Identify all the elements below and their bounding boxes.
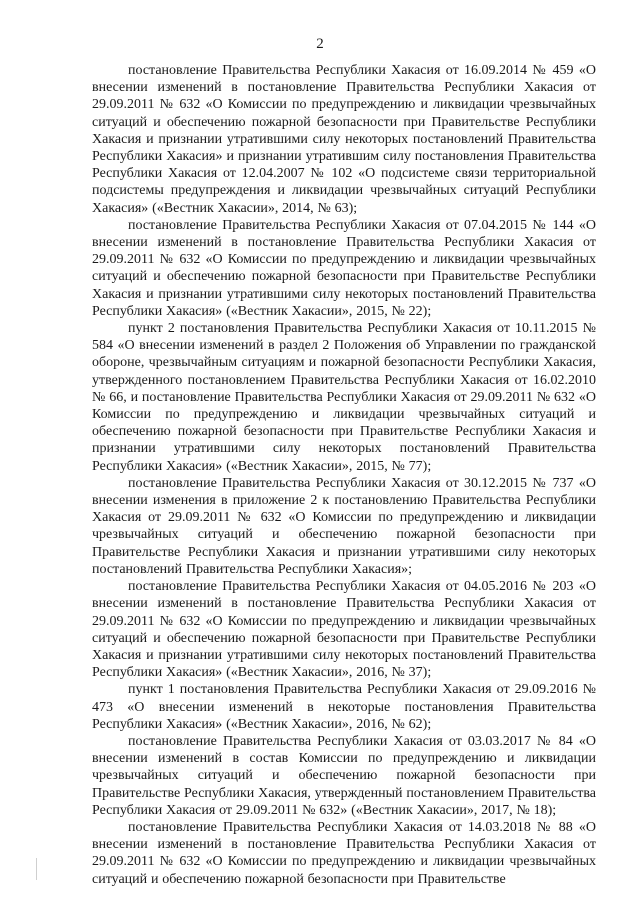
- paragraph-resolution-584: пункт 2 постановления Правительства Республики Хакасия от 10.11.2015 № 584 «О внесении изменений в раздел 2 Положения об Управлении по гражданской обороне, чрезвычайным ситуациям и пожарной безопасности Республики Хакасия, утвержденного постановлением Правительства Республики Хакасия от 16.02.2010 № 66, и постановление Правительства Республики Хакасия от 29.09.2011 № 632 «О Комиссии по предупреждению и ликвидации чрезвычайных ситуаций и обеспечению пожарной безопасности при Правительстве Республики Хакасия и признании утратившими силу некоторых постановлений Правительства Республики Хакасия» («Вестник Хакасии», 2015, № 77);: [92, 321, 596, 474]
- document-body: [92, 62, 596, 888]
- page-number: 2: [316, 36, 324, 52]
- paragraph-resolution-473: пункт 1 постановления Правительства Республики Хакасия от 29.09.2016 № 473 «О внесении изменений в некоторые постановления Правительства Республики Хакасия» («Вестник Хакасии», 2016, № 62);: [92, 682, 596, 732]
- scan-margin-mark: [36, 858, 37, 880]
- paragraph-resolution-203: постановление Правительства Республики Хакасия от 04.05.2016 № 203 «О внесении изменений в постановление Правительства Республики Хакасия от 29.09.2011 № 632 «О Комиссии по предупреждению и ликвидации чрезвычайных ситуаций и обеспечению пожарной безопасности при Правительстве Республики Хакасия и признании утратившими силу некоторых постановлений Правительства Республики Хакасия» («Вестник Хакасии», 2016, № 37);: [92, 579, 596, 681]
- paragraph-resolution-144: постановление Правительства Республики Хакасия от 07.04.2015 № 144 «О внесении изменений в постановление Правительства Республики Хакасия от 29.09.2011 № 632 «О Комиссии по предупреждению и ликвидации чрезвычайных ситуаций и обеспечению пожарной безопасности при Правительстве Республики Хакасия и признании утратившими силу некоторых постановлений Правительства Республики Хакасия» («Вестник Хакасии», 2015, № 22);: [92, 217, 596, 319]
- paragraph-resolution-737: постановление Правительства Республики Хакасия от 30.12.2015 № 737 «О внесении изменения в приложение 2 к постановлению Правительства Республики Хакасия от 29.09.2011 № 632 «О Комиссии по предупреждению и ликвидации чрезвычайных ситуаций и обеспечению пожарной безопасности при Правительстве Республики Хакасия и признании утратившими силу некоторых постановлений Правительства Республики Хакасия»;: [92, 475, 596, 577]
- paragraph-resolution-459: постановление Правительства Республики Хакасия от 16.09.2014 № 459 «О внесении изменений в постановление Правительства Республики Хакасия от 29.09.2011 № 632 «О Комиссии по предупреждению и ликвидации чрезвычайных ситуаций и обеспечению пожарной безопасности при Правительстве Республики Хакасия и признании утратившими силу некоторых постановлений Правительства Республики Хакасия» и признании утратившим силу постановления Правительства Республики Хакасия от 12.04.2007 № 102 «О подсистеме связи территориальной подсистемы предупреждения и ликвидации чрезвычайных ситуаций Республики Хакасия» («Вестник Хакасии», 2014, № 63);: [92, 63, 596, 216]
- paragraph-resolution-88: постановление Правительства Республики Хакасия от 14.03.2018 № 88 «О внесении изменений в постановление Правительства Республики Хакасия от 29.09.2011 № 632 «О Комиссии по предупреждению и ликвидации чрезвычайных ситуаций и обеспечению пожарной безопасности при Правительстве: [92, 819, 596, 887]
- paragraph-resolution-84: постановление Правительства Республики Хакасия от 03.03.2017 № 84 «О внесении изменений в состав Комиссии по предупреждению и ликвидации чрезвычайных ситуаций и обеспечению пожарной безопасности при Правительстве Республики Хакасия, утвержденный постановлением Правительства Республики Хакасия от 29.09.2011 № 632» («Вестник Хакасии», 2017, № 18);: [92, 733, 596, 818]
